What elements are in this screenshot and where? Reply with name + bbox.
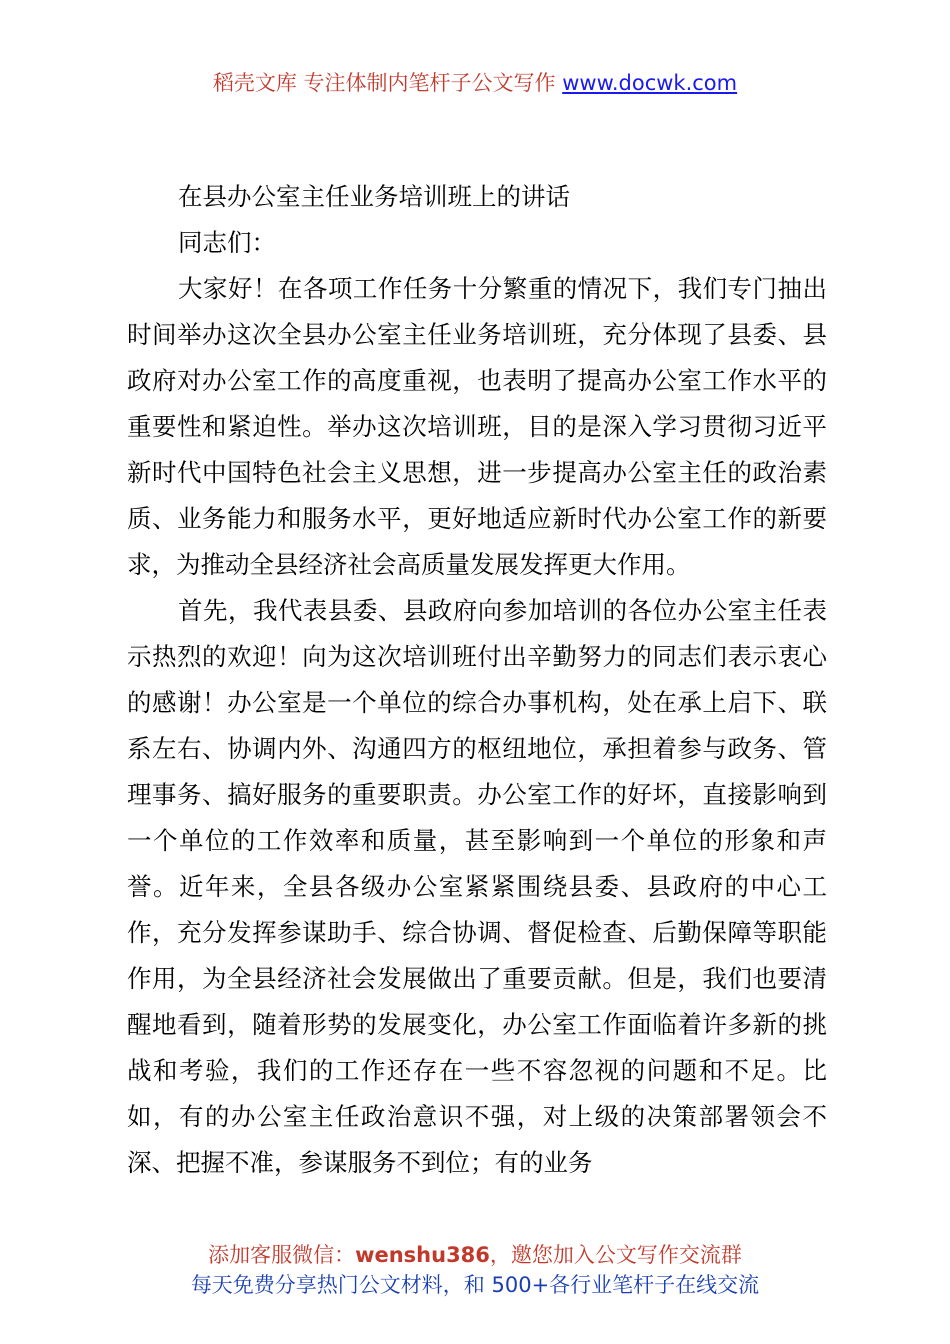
document-body [127,174,827,1186]
footer-contact-suffix: ，邀您加入公文写作交流群 [489,1243,742,1267]
header-url-link[interactable]: www.docwk.com [562,71,738,95]
document-salutation: 同志们： [178,228,276,257]
header-brand-text: 稻壳文库 专注体制内笔杆子公文写作 [212,71,556,95]
page-header [0,68,950,98]
page-footer [0,1240,950,1300]
footer-contact-prefix: 添加客服微信： [208,1243,356,1267]
document-title: 在县办公室主任业务培训班上的讲话 [178,182,570,211]
document-paragraph-2: 首先，我代表县委、县政府向参加培训的各位办公室主任表示热烈的欢迎！向为这次培训班付出辛勤努力的同志们表示衷心的感谢！办公室是一个单位的综合办事机构，处在承上启下、联系左右、协调内外、沟通四方的枢纽地位，承担着参与政务、管理事务、搞好服务的重要职责。办公室工作的好坏，直接影响到一个单位的工作效率和质量，甚至影响到一个单位的形象和声誉。近年来，全县各级办公室紧紧围绕县委、县政府的中心工作，充分发挥参谋助手、综合协调、督促检查、后勤保障等职能作用，为全县经济社会发展做出了重要贡献。但是，我们也要清醒地看到，随着形势的发展变化，办公室工作面临着许多新的挑战和考验，我们的工作还存在一些不容忽视的问题和不足。比如，有的办公室主任政治意识不强，对上级的决策部署领会不深、把握不准，参谋服务不到位；有的业务 [127,596,827,1177]
footer-contact-line [0,1240,950,1270]
document-paragraph-1: 大家好！在各项工作任务十分繁重的情况下，我们专门抽出时间举办这次全县办公室主任业务培训班，充分体现了县委、县政府对办公室工作的高度重视，也表明了提高办公室工作水平的重要性和紧迫性。举办这次培训班，目的是深入学习贯彻习近平新时代中国特色社会主义思想，进一步提高办公室主任的政治素质、业务能力和服务水平，更好地适应新时代办公室工作的新要求，为推动全县经济社会高质量发展发挥更大作用。 [127,274,827,579]
footer-wechat-id: wenshu386 [355,1243,490,1267]
footer-promo-line: 每天免费分享热门公文材料，和 500+各行业笔杆子在线交流 [190,1273,760,1297]
